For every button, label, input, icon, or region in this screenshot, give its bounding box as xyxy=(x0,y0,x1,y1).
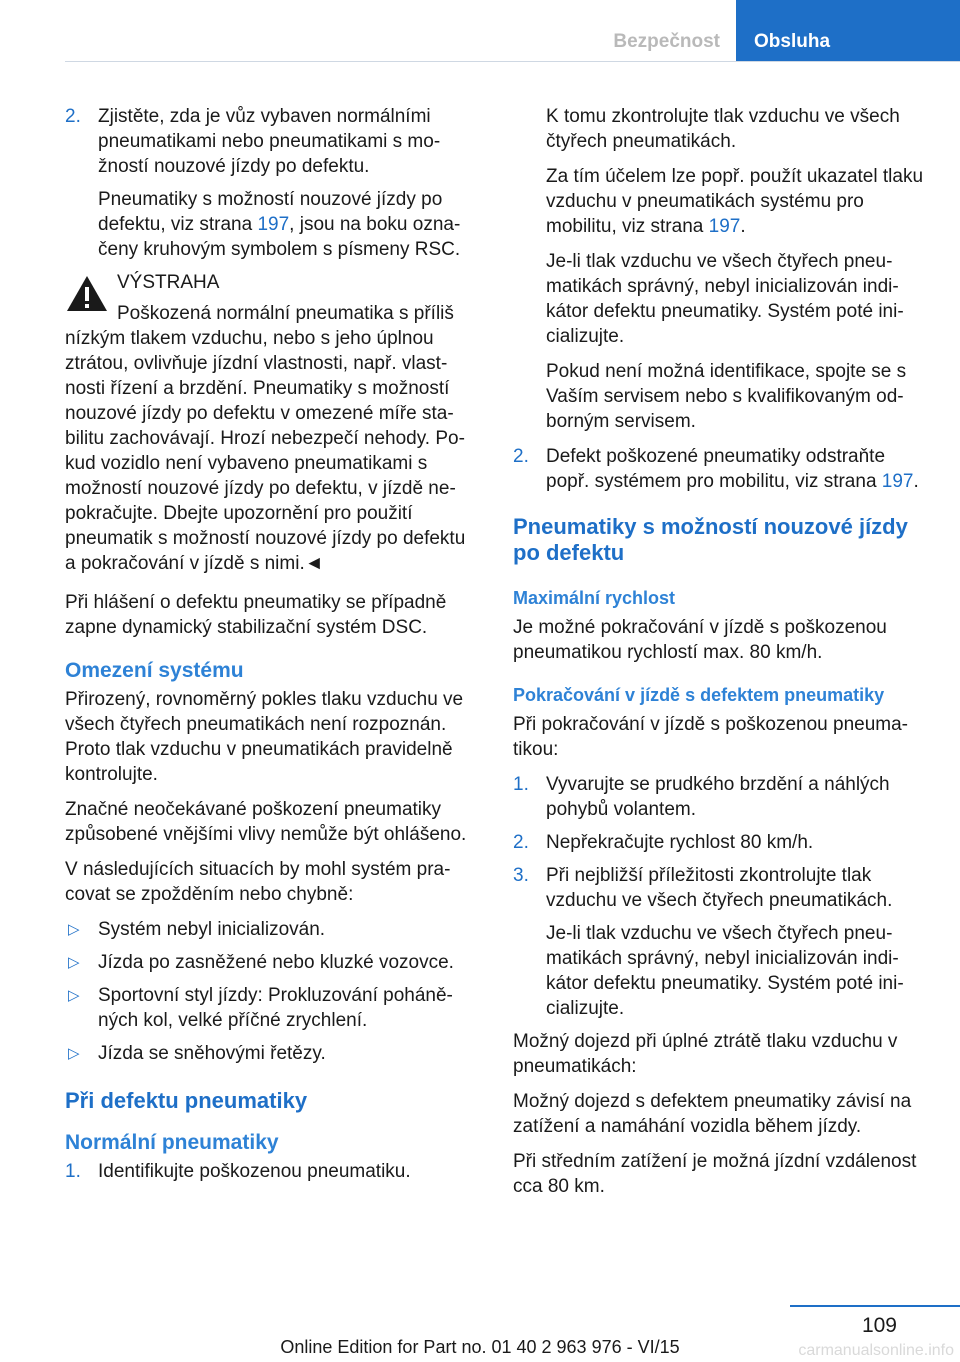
text-run: . xyxy=(913,471,919,492)
paragraph-limits-1: Přirozený, rovnoměrný pokles tlaku vzduchu ve všech čtyřech pneumatikách není rozpoznán. Proto tlak vzduchu v pneumatikách pravidelně kontrolujte. xyxy=(65,689,464,785)
page-link-197[interactable]: 197 xyxy=(708,216,741,237)
item-text: Vyvarujte se prudkého brzdění a náhlých pohybů volantem. xyxy=(546,774,890,820)
paragraph-range-2: Možný dojezd s defektem pneumatiky závisí na zatížení a namáhání vozidla během jízdy. xyxy=(513,1091,912,1137)
page-link-197[interactable]: 197 xyxy=(881,471,914,492)
item-number: 2. xyxy=(513,446,529,467)
warning-triangle-icon xyxy=(65,274,109,314)
paragraph: Pokud není možná identifikace, spojte se s Vaším servisem nebo s kvalifikovaným odborným servisem. xyxy=(546,361,907,432)
warning-box xyxy=(65,270,481,576)
paragraph-range-1: Možný dojezd při úplné ztrátě tlaku vzduchu v pneumatikách: xyxy=(513,1031,898,1077)
item-text: Nepřekračujte rychlost 80 km/h. xyxy=(546,832,814,853)
left-column xyxy=(65,104,481,1192)
bullet-text: Jízda se sněhovými řetězy. xyxy=(98,1043,326,1064)
triangle-bullet-icon: ▷ xyxy=(68,987,80,1004)
text-run: , jsou na boku označeny kruhovým symbolem s písmeny RSC. xyxy=(98,214,461,260)
list-item xyxy=(65,983,481,1033)
heading-rsc-tires: Pneumatiky s možností nouzové jízdy po defektu xyxy=(513,514,908,565)
item-subtext: Je-li tlak vzduchu ve všech čtyřech pneumatikách správný, nebyl inicializován indikátor defektu pneumatiky. Systém poté inicializujte. xyxy=(546,923,904,1019)
heading-normal-tires: Normální pneumatiky xyxy=(65,1131,279,1154)
numbered-step xyxy=(513,772,927,822)
page-link-197[interactable]: 197 xyxy=(257,214,290,235)
heading-tire-defect: Při defektu pneumatiky xyxy=(65,1088,308,1113)
watermark: carmanualsonline.info xyxy=(798,1342,954,1359)
item-number: 3. xyxy=(513,865,529,886)
heading-continue-driving: Pokračování v jízdě s defektem pneumatiky xyxy=(513,685,885,705)
item-number: 1. xyxy=(513,774,529,795)
paragraph-limits-2: Značné neočekávané poškození pneumatiky způsobené vnějšími vlivy nemůže být ohlášeno. xyxy=(65,799,467,845)
paragraph xyxy=(546,164,927,239)
text-run: Defekt poškozené pneumatiky odstraňte popř. systémem pro mobilitu, viz strana xyxy=(546,446,886,492)
paragraph: K tomu zkontrolujte tlak vzduchu ve všech čtyřech pneumatikách. xyxy=(546,106,900,152)
tab-bezpecnost[interactable]: Bezpečnost xyxy=(613,31,720,52)
warning-title: VÝSTRAHA xyxy=(117,272,220,293)
paragraph: Je-li tlak vzduchu ve všech čtyřech pneumatikách správný, nebyl inicializován indikátor defektu pneumatiky. Systém poté inicializujte. xyxy=(546,251,904,347)
item-number: 1. xyxy=(65,1161,81,1182)
numbered-step xyxy=(513,830,927,855)
header-tabs xyxy=(613,0,960,62)
bullet-text: Jízda po zasněžené nebo kluzké vozovce. xyxy=(98,952,454,973)
item-number: 2. xyxy=(513,832,529,853)
edition-line: Online Edition for Part no. 01 40 2 963 976 - VI/15 xyxy=(280,1337,680,1357)
right-column xyxy=(513,104,927,1209)
numbered-step xyxy=(513,863,927,1021)
footer-divider xyxy=(790,1305,960,1307)
tab-obsluha[interactable]: Obsluha xyxy=(736,0,960,62)
list-item xyxy=(65,950,481,975)
bullet-text: Sportovní styl jízdy: Prokluzování poháněných kol, velké příčné zrychlení. xyxy=(98,985,453,1031)
paragraph-max-speed: Je možné pokračování v jízdě s poškozenou pneumatikou rychlostí max. 80 km/h. xyxy=(513,617,887,663)
numbered-item-1 xyxy=(65,1159,481,1184)
heading-system-limits: Omezení systému xyxy=(65,659,244,682)
header-divider xyxy=(65,61,960,62)
warning-body: Poškozená normální pneumatika s příliš nízkým tlakem vzduchu, nebo s jeho úplnou ztrátou, ovlivňuje jízdní vlastnosti, např. vlastnosti řízení a brzdění. Pneumatiky s možností nouzové jízdy po defektu v omezené míře stabilitu zachovávají. Hrozí nebezpečí nehody. Pokud vozidlo není vybaveno pneumatikami s možností nouzové jízdy po defektu, v jízdě nepokračujte. Dbejte upozornění pro použití pneumatik s možností nouzové jízdy po defektu a pokračování v jízdě s nimi.◄ xyxy=(65,303,466,574)
warning-text xyxy=(65,301,481,576)
text-run: Za tím účelem lze popř. použít ukazatel tlaku vzduchu v pneumatikách systému pro mobilitu, viz strana xyxy=(546,166,924,237)
item-number: 2. xyxy=(65,106,81,127)
text-run: . xyxy=(740,216,746,237)
item-text: Při nejbližší příležitosti zkontrolujte tlak vzduchu ve všech čtyřech pneumatikách. xyxy=(546,865,893,911)
text-run: Pneumatiky s možností nouzové jízdy po defektu, viz strana xyxy=(98,189,443,235)
item-text: Zjistěte, zda je vůz vybaven normálními pneumatikami nebo pneumatikami s možností nouzové jízdy po defektu. xyxy=(98,106,441,177)
numbered-item-2 xyxy=(513,444,927,494)
bullet-text: Systém nebyl inicializován. xyxy=(98,919,326,940)
numbered-item-2 xyxy=(65,104,481,262)
continued-item-1 xyxy=(513,104,927,434)
list-item xyxy=(65,917,481,942)
item-text xyxy=(546,444,927,494)
paragraph-range-3: Při středním zatížení je možná jízdní vzdálenost cca 80 km. xyxy=(513,1151,917,1197)
item-subtext xyxy=(98,187,481,262)
paragraph-limits-3: V následujících situacích by mohl systém pracovat se zpožděním nebo chybně: xyxy=(65,859,451,905)
list-item xyxy=(65,1041,481,1066)
triangle-bullet-icon: ▷ xyxy=(68,1045,80,1062)
page-number: 109 xyxy=(861,1314,897,1337)
paragraph-continue: Při pokračování v jízdě s poškozenou pneumatikou: xyxy=(513,714,908,760)
heading-max-speed: Maximální rychlost xyxy=(513,588,676,608)
triangle-bullet-icon: ▷ xyxy=(68,954,80,971)
item-text: Identifikujte poškozenou pneumatiku. xyxy=(98,1161,411,1182)
paragraph-dsc: Při hlášení o defektu pneumatiky se případně zapne dynamický stabilizační systém DSC. xyxy=(65,592,447,638)
triangle-bullet-icon: ▷ xyxy=(68,921,80,938)
